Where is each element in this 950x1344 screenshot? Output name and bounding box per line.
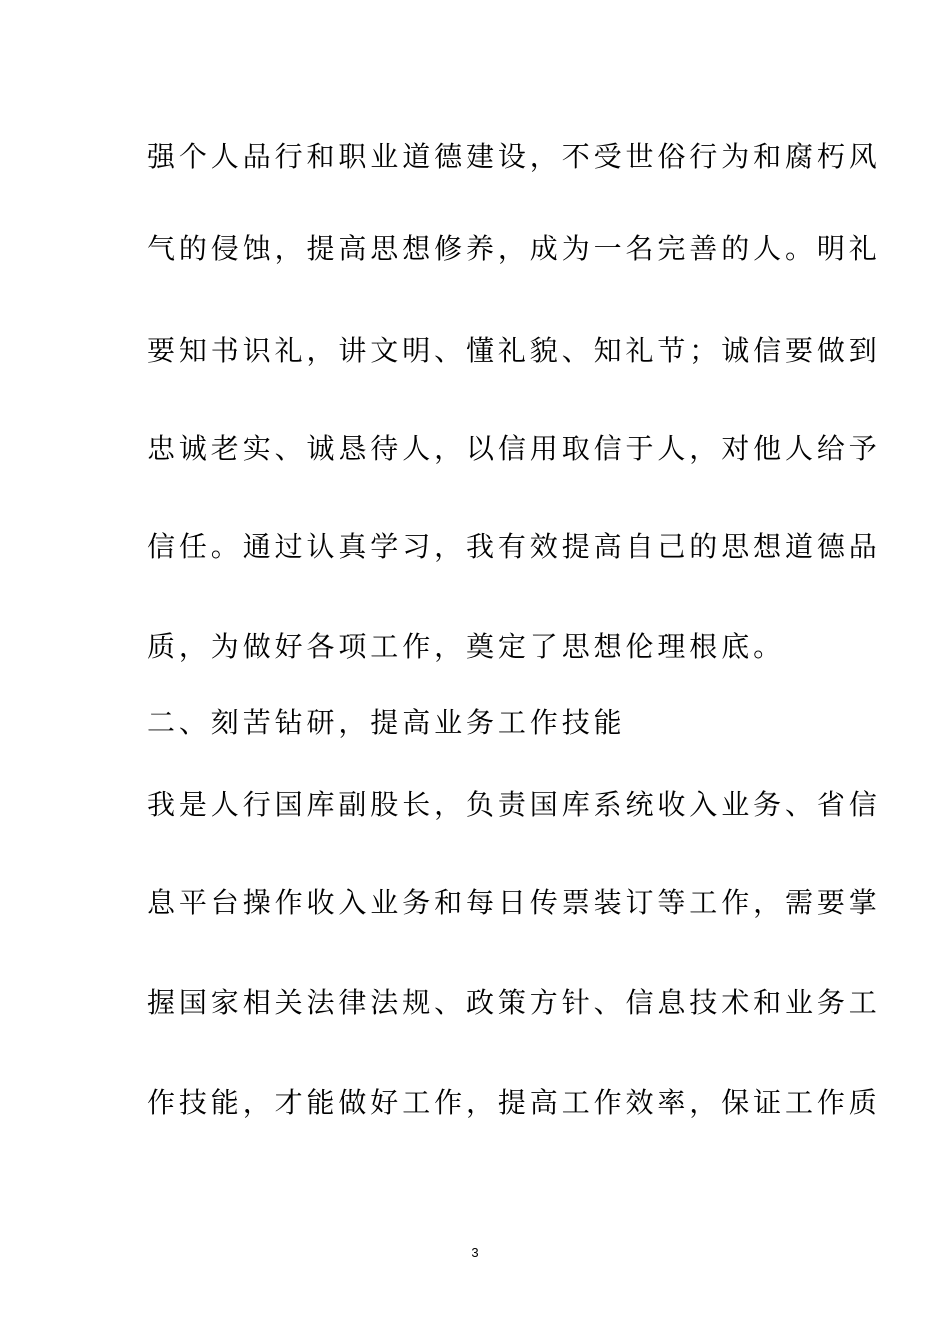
page-number: 3 xyxy=(471,1245,479,1260)
paragraph-line: 握国家相关法律法规、政策方针、信息技术和业务工 xyxy=(147,986,881,1019)
paragraph-line: 气的侵蚀，提高思想修养，成为一名完善的人。明礼 xyxy=(147,232,881,265)
paragraph-line: 忠诚老实、诚恳待人，以信用取信于人，对他人给予 xyxy=(147,432,881,465)
paragraph-line: 作技能，才能做好工作，提高工作效率，保证工作质 xyxy=(147,1086,881,1119)
paragraph-line: 我是人行国库副股长，负责国库系统收入业务、省信 xyxy=(147,788,881,821)
paragraph-line: 息平台操作收入业务和每日传票装订等工作，需要掌 xyxy=(147,886,881,919)
paragraph-line: 要知书识礼，讲文明、懂礼貌、知礼节；诚信要做到 xyxy=(147,334,881,367)
paragraph-line: 质，为做好各项工作，奠定了思想伦理根底。 xyxy=(147,630,786,663)
paragraph-line: 信任。通过认真学习，我有效提高自己的思想道德品 xyxy=(147,530,881,563)
section-heading: 二、刻苦钻研，提高业务工作技能 xyxy=(147,706,626,739)
paragraph-line: 强个人品行和职业道德建设，不受世俗行为和腐朽风 xyxy=(147,140,881,173)
